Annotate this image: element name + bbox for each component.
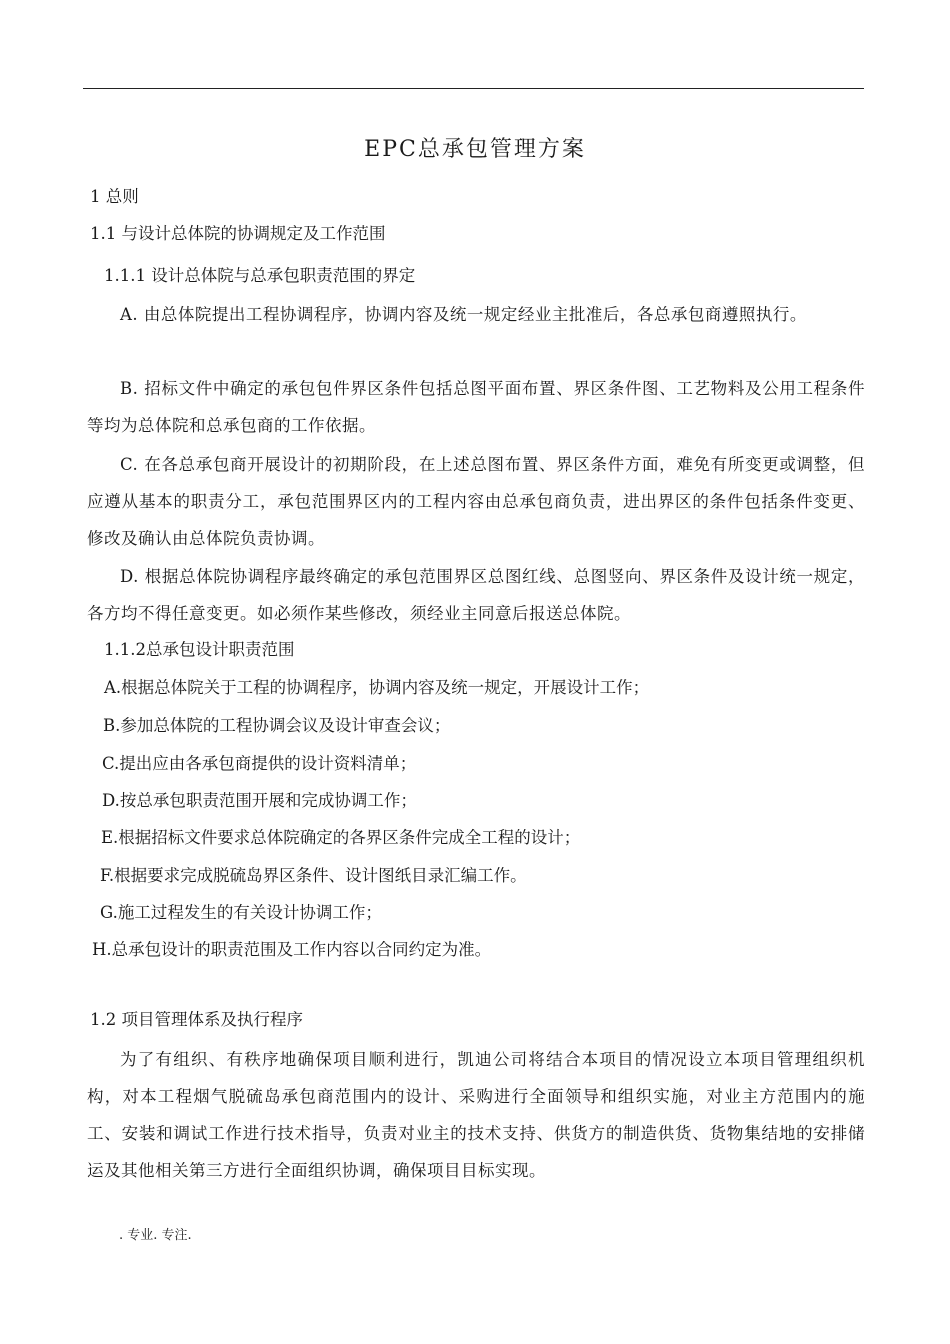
heading-1: 1 总则 — [90, 187, 139, 206]
list-item: B.参加总体院的工程协调会议及设计审查会议； — [103, 716, 451, 735]
heading-1-2: 1.2 项目管理体系及执行程序 — [90, 1010, 303, 1029]
list-item: D.按总承包职责范围开展和完成协调工作； — [102, 791, 417, 810]
document-title: EPC总承包管理方案 — [364, 137, 586, 162]
paragraph-a: A. 由总体院提出工程协调程序，协调内容及统一规定经业主批准后，各总承包商遵照执行。 — [120, 305, 807, 324]
list-item: H.总承包设计的职责范围及工作内容以合同约定为准。 — [92, 940, 492, 959]
list-item: E.根据招标文件要求总体院确定的各界区条件完成全工程的设计； — [101, 828, 581, 847]
list-item: C.提出应由各承包商提供的设计资料清单； — [102, 754, 417, 773]
paragraph-b: B. 招标文件中确定的承包包件界区条件包括总图平面布置、界区条件图、工艺物料及公用工程条件等均为总体院和总承包商的工作依据。 — [87, 379, 865, 435]
page-footer: . 专业. 专注. — [119, 1228, 192, 1243]
list-item: A.根据总体院关于工程的协调程序，协调内容及统一规定，开展设计工作； — [104, 678, 650, 697]
list-item: F.根据要求完成脱硫岛界区条件、设计图纸目录汇编工作。 — [100, 866, 527, 885]
heading-1-1-2: 1.1.2总承包设计职责范围 — [104, 640, 295, 659]
heading-1-1: 1.1 与设计总体院的协调规定及工作范围 — [90, 224, 386, 243]
paragraph-1-2: 为了有组织、有秩序地确保项目顺利进行，凯迪公司将结合本项目的情况设立本项目管理组织机构，对本工程烟气脱硫岛承包商范围内的设计、采购进行全面领导和组织实施，对业主方范围内的施工、安装和调试工作进行技术指导，负责对业主的技术支持、供货方的制造供货、货物集结地的安排储运及其他相关第三方进行全面组织协调，确保项目目标实现。 — [87, 1050, 865, 1180]
paragraph-c: C. 在各总承包商开展设计的初期阶段，在上述总图布置、界区条件方面，难免有所变更或调整，但应遵从基本的职责分工，承包范围界区内的工程内容由总承包商负责，进出界区的条件包括条件变更、修改及确认由总体院负责协调。 — [87, 455, 865, 548]
paragraph-d: D. 根据总体院协调程序最终确定的承包范围界区总图红线、总图竖向、界区条件及设计统一规定，各方均不得任意变更。如必须作某些修改，须经业主同意后报送总体院。 — [87, 567, 865, 623]
header-rule — [83, 88, 864, 89]
list-item: G.施工过程发生的有关设计协调工作； — [100, 903, 382, 922]
heading-1-1-1: 1.1.1 设计总体院与总承包职责范围的界定 — [104, 266, 416, 285]
